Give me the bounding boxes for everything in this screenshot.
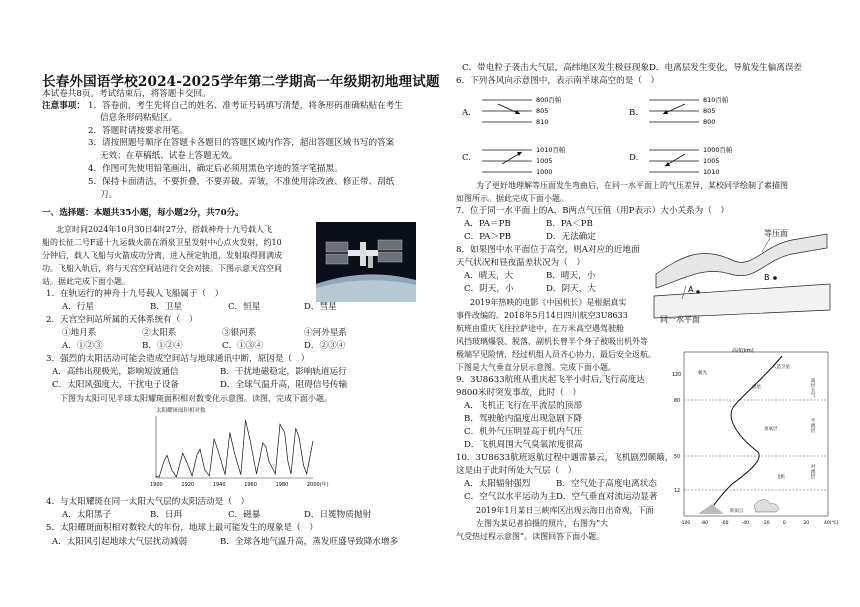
isobar-diagram-d — [645, 140, 755, 182]
option: C．机外气压明显高于机内气压 — [464, 427, 583, 437]
x-tick-label: 1900 — [150, 482, 163, 488]
isobar-label: 810 — [536, 118, 549, 126]
note-line: 无效；在草稿纸、试卷上答题无效。 — [100, 151, 238, 161]
option: A．太阳辐射强烈 — [464, 479, 531, 489]
option: B．PA＜PB — [546, 219, 593, 229]
option: A．晴天，大 — [464, 271, 514, 281]
diagram-label: 臭氧层 — [764, 427, 778, 432]
option: A．飞机正飞行在平流层的顶部 — [464, 401, 582, 411]
option: B．①②④ — [142, 341, 183, 351]
note-line: 4．作图可先使用铅笔画出，确定后必须用黑色字迹的签字笔描黑。 — [88, 164, 343, 174]
x-tick-label: 20 — [803, 521, 810, 526]
question-stem: 10．3U8633航班返航过程中遇雷暴云，飞机剧烈颠簸， — [456, 453, 674, 463]
isobar-label: 1010 — [703, 168, 720, 176]
option: D．日冕物质抛射 — [304, 510, 372, 520]
space-station-photo — [316, 222, 416, 302]
option: ③银河系 — [222, 328, 257, 338]
passage-line: 分钟后，载人飞船与火箭成功分离，进入预定轨道，发射取得圆满成 — [42, 251, 282, 260]
passage-line: 2019年1月某日三峡库区出现云海日出奇观，下面 — [476, 506, 654, 515]
y-tick: 50 — [674, 455, 681, 460]
option-label: D. — [629, 153, 639, 163]
exam-intro: 本试卷共8页。考试结束后，将答题卡交回。 — [42, 89, 211, 99]
x-tick-label: 0 — [782, 521, 786, 526]
x-tick-label: -60 — [721, 521, 729, 526]
passage-line: 为了更好地理解等压面发生弯曲后，在同一水平面上的气压差异，某校同学绘制了素描图 — [476, 181, 788, 190]
passage-line: 下图是大气垂直分层示意图。完成下面小题。 — [456, 363, 616, 372]
question-stem: 7．位于同一水平面上的A、B两点气压值（用P表示）大小关系为（ ） — [456, 206, 729, 216]
x-tick-label: 1920 — [181, 482, 195, 488]
isobar-label: 1000百帕 — [703, 146, 733, 154]
x-tick-label: 1960 — [244, 482, 257, 488]
diagram-label: 人造卫星 — [772, 365, 790, 370]
option: C．PA＞PB — [464, 232, 512, 242]
diagram-label: 飞机 — [776, 475, 785, 480]
option-label: C. — [462, 153, 472, 163]
isobar-diagram-c — [478, 140, 588, 182]
question-stem: 1．在轨运行的神舟十九号载人飞船属于（ ） — [46, 289, 224, 299]
passage-line: 站。据此完成下面小题。 — [42, 277, 130, 286]
option: B．晴天，小 — [546, 271, 596, 281]
option: C．①③④ — [222, 341, 263, 351]
option: D．全球气温升高，阻碍信号传输 — [220, 380, 348, 390]
isobar-diagram-b — [645, 92, 755, 134]
option: ①地月系 — [62, 328, 97, 338]
note-line: 1．答卷前，考生先将自己的姓名、准考证号码填写清楚，将条形码准确粘贴在考生 — [88, 101, 403, 111]
isobar-label: 805 — [536, 107, 549, 115]
x-tick-label: -20 — [762, 521, 770, 526]
question-stem: 3．强烈的太阳活动可能会造成空间站与地球通讯中断，原因是（ ） — [46, 354, 310, 364]
passage-line: 北京时间2024年10月30日4时27分，搭载神舟十九号载人飞 — [56, 225, 272, 234]
option: B．空气处于高度电离状态 — [556, 479, 657, 489]
isobar-label: 1000 — [536, 168, 553, 176]
option: ②太阳系 — [142, 328, 177, 338]
option: C．磁暴 — [228, 510, 261, 520]
option: A．太阳风引起地球大气层扰动减弱 — [52, 537, 188, 547]
diagram-label: 极光 — [698, 371, 707, 376]
note-line: 3．请按照题号顺序在答题卡各题目的答题区域内作答，超出答题区域书写的答案 — [88, 138, 395, 148]
passage-line: 2019年热映的电影《中国机长》是根据真实 — [470, 298, 627, 307]
passage-line: 极端罕见险情，经过机组人员齐心协力，最后安全返航。 — [456, 350, 656, 359]
diagram-label: 流星 — [752, 385, 761, 390]
layer-label: 对流层 — [809, 464, 815, 479]
isobar-label: 1005 — [536, 157, 553, 165]
x-tick-label: -80 — [700, 521, 708, 526]
isobaric-surface-sketch — [652, 226, 832, 326]
note-line: 2．答题时请按要求用笔。 — [88, 126, 188, 136]
isobar-surface-label: 等压面 — [764, 229, 788, 238]
option: C．恒星 — [228, 302, 261, 312]
isobar-diagram-a — [478, 92, 588, 134]
question-stem: 这是由于此时所处大气层（ ） — [456, 466, 577, 476]
passage-line: 船的长征二号F遥十九运载火箭在酒泉卫星发射中心点火发射，约10 — [42, 238, 282, 247]
x-tick-label: 1980 — [275, 482, 289, 488]
option: A．高纬出现极光，影响短波通信 — [52, 367, 179, 377]
passage-line: 气受热过程示意图”。读图回答下面小题。 — [456, 532, 605, 541]
question-stem: 9800米时突发事故，此时（ ） — [456, 388, 581, 398]
exam-title: 长春外国语学校2024-2025学年第二学期高一年级期初地理试题 — [42, 74, 440, 90]
question-stem: 2．天宫空间站所属的天体系统有（ ） — [46, 315, 198, 325]
option: C．空气以水平运动为主 — [464, 492, 557, 502]
question-stem: 9．3U8633航班从重庆起飞半小时后,飞行高度达 — [456, 375, 645, 385]
horizontal-plane-label: 同一水平面 — [660, 315, 700, 324]
diagram-label: 积雨云 — [730, 509, 744, 514]
option: D．②③④ — [304, 341, 346, 351]
option: D．阴天，大 — [546, 284, 596, 294]
option-label: B. — [629, 108, 639, 118]
x-tick-label: 1940 — [212, 482, 226, 488]
series-line — [156, 420, 313, 477]
passage-line: 事件改编的。2018年5月14日四川航空3U8633 — [456, 311, 628, 320]
isobar-label: 810百帕 — [703, 96, 729, 104]
isobar-label: 805 — [703, 107, 716, 115]
note-line: 信息条形码粘贴区。 — [100, 113, 178, 123]
passage-line: 左图为某记者拍摄的照片，右图为“大 — [476, 519, 609, 528]
option-label: A. — [462, 108, 471, 118]
option: D．空气垂直对流运动显著 — [556, 492, 658, 502]
option: D．无法确定 — [546, 232, 596, 242]
section-heading: 一、选择题：本题共35小题，每小题2分，共70分。 — [42, 208, 244, 218]
option: D．飞机周围大气臭氧浓度很高 — [464, 440, 583, 450]
option: A．PA＝PB — [464, 219, 511, 229]
note-line: 刀。 — [100, 190, 118, 200]
option: A．太阳黑子 — [62, 510, 112, 520]
question-stem: 天气状况和昼夜温差状况为（ ） — [456, 258, 585, 268]
atmosphere-layers-diagram — [672, 348, 839, 528]
option: B．日珥 — [150, 510, 183, 520]
option: B．卫星 — [150, 302, 183, 312]
passage-line: 如图所示。据此完成下面小题。 — [456, 194, 568, 203]
option: B．干扰地磁稳定，影响轨道运行 — [220, 367, 347, 377]
chart-title: 太阳耀斑面积相对数 — [156, 408, 206, 414]
layer-label: 平流层 — [809, 418, 815, 433]
option: C．太阳风强度大，干扰电子设备 — [52, 380, 179, 390]
x-tick-label: -40 — [741, 521, 750, 526]
isobar-label: 1010百帕 — [536, 146, 566, 154]
x-tick-label: -100 — [680, 521, 691, 526]
isobar-label: 800百帕 — [536, 96, 562, 104]
y-tick: 12 — [674, 489, 681, 494]
y-tick: 80 — [674, 399, 681, 404]
option: A．行星 — [62, 302, 94, 312]
point-b-label: B — [764, 273, 770, 282]
notes-label: 注意事项： — [42, 101, 85, 111]
x-tick-label: 2000(年) — [307, 482, 329, 488]
y-axis-label: 高度(km) — [732, 348, 754, 354]
option: A．①②③ — [62, 341, 103, 351]
note-line: 5．保持卡面清洁，不要折叠，不要弄破、弄皱，不准使用涂改液、修正带、刮纸 — [88, 177, 395, 187]
question-stem: 4．与太阳耀斑在同一太阳大气层的太阳活动是（ ） — [46, 497, 250, 507]
option: B．驾驶舱内温度出现急剧下降 — [464, 414, 583, 424]
passage-line: 航班由重庆飞往拉萨途中，在万米高空遇驾驶舱 — [456, 324, 624, 333]
layer-label: 高层大气 — [809, 378, 815, 398]
option: D．彗星 — [304, 302, 337, 312]
question-stem: 6．下列各风向示意图中，表示南半球高空的是（ ） — [456, 76, 660, 86]
option: ④河外星系 — [304, 328, 347, 338]
question-stem: 8．如果图中水平面位于高空，则A对应的近地面 — [456, 245, 640, 255]
isobar-label: 800 — [703, 118, 716, 126]
point-a-label: A — [688, 285, 694, 294]
passage-line: 下图为太阳可见半球太阳耀斑面积相对数变化示意图。读图，完成下面小题。 — [60, 394, 332, 403]
option: C．阴天，小 — [464, 284, 514, 294]
option: C．带电粒子袭击大气层，高纬地区发生极昼现象D．电离层发生变化，导航发生偏离误差 — [462, 63, 803, 73]
solar-flare-chart — [148, 404, 329, 492]
question-stem: 5．太阳耀斑面积相对数较大的年份，地球上最可能发生的现象是（ ） — [46, 523, 318, 533]
passage-line: 风挡玻璃爆裂、脱落，副机长曾半个身子被吸出机外等 — [456, 337, 648, 346]
isobar-label: 1005 — [703, 157, 720, 165]
passage-line: 功。飞船入轨后，将与天宫空间站进行交会对接。下图示意天宫空间 — [42, 264, 282, 273]
y-tick: 120 — [672, 373, 682, 378]
x-tick-label: 40(℃) — [824, 521, 839, 526]
option: B．全球各地气温升高，蒸发旺盛导致降水增多 — [220, 537, 399, 547]
